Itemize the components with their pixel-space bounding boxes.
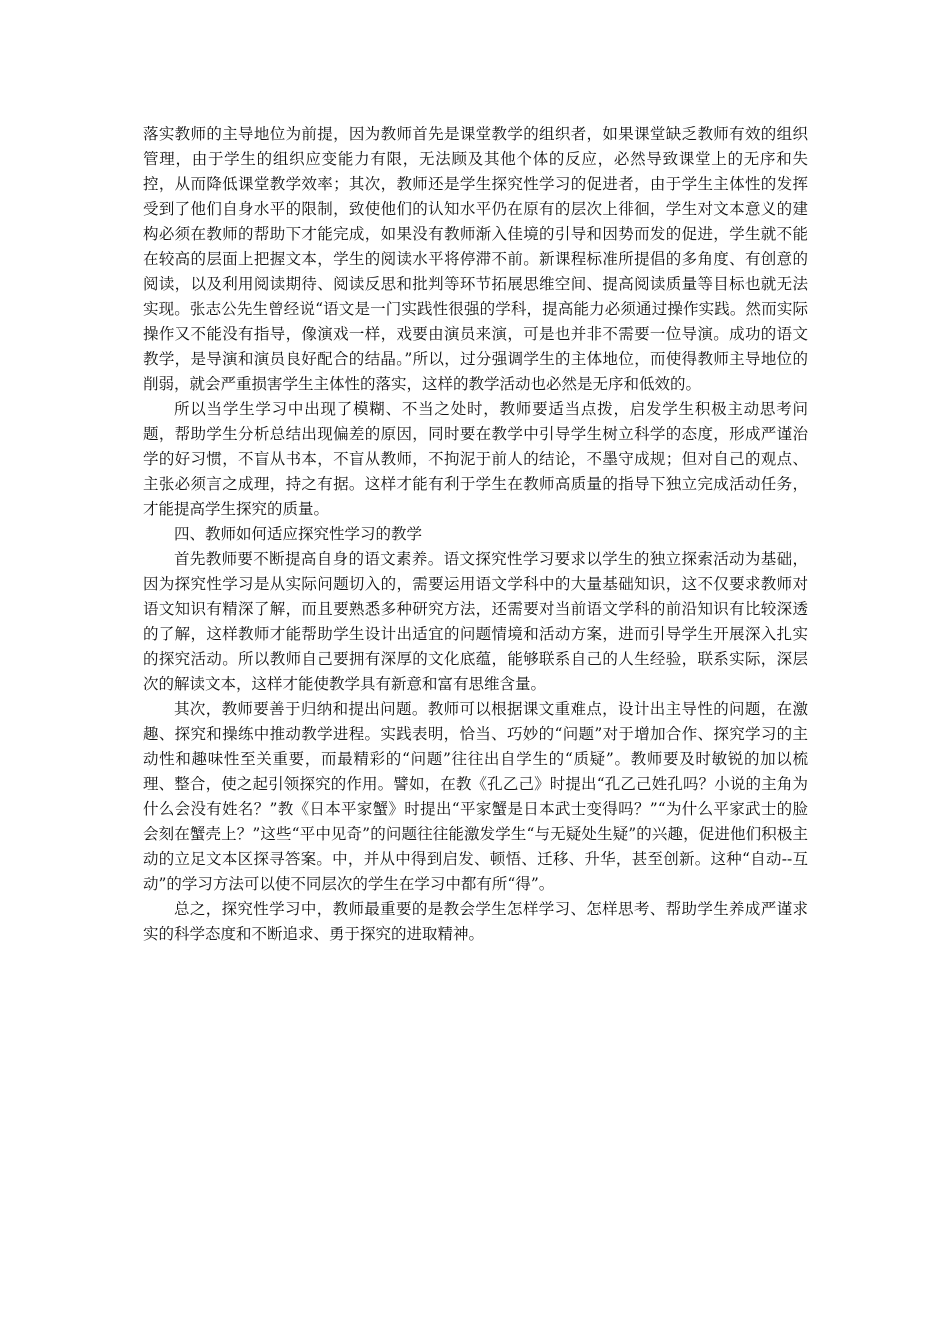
section-heading: 四、教师如何适应探究性学习的教学	[174, 525, 423, 543]
paragraph-conclusion: 总之，探究性学习中，教师最重要的是教会学生怎样学习、怎样思考、帮助学生养成严谨求实的科学态度和不断追求、勇于探究的进取精神。	[143, 900, 808, 943]
document-body	[143, 122, 808, 947]
paragraph-first-point: 首先教师要不断提高自身的语文素养。语文探究性学习要求以学生的独立探索活动为基础，因为探究性学习是从实际问题切入的，需要运用语文学科中的大量基础知识，这不仅要求教师对语文知识有精深了解，而且要熟悉多种研究方法，还需要对当前语文学科的前沿知识有比较深透的了解，这样教师才能帮助学生设计出适宜的问题情境和活动方案，进而引导学生开展深入扎实的探究活动。所以教师自己要拥有深厚的文化底蕴，能够联系自己的人生经验，联系实际，深层次的解读文本，这样才能使教学具有新意和富有思维含量。	[143, 550, 808, 693]
paragraph-second-point: 其次，教师要善于归纳和提出问题。教师可以根据课文重难点，设计出主导性的问题，在激趣、探究和操练中推动教学进程。实践表明，恰当、巧妙的“问题”对于增加合作、探究学习的主动性和趣味性至关重要，而最精彩的“问题”往往出自学生的“质疑”。教师要及时敏锐的加以梳理、整合，使之起引领探究的作用。譬如，在教《孔乙己》时提出“孔乙己姓孔吗？小说的主角为什么会没有姓名？”教《日本平家蟹》时提出“平家蟹是日本武士变得吗？”“为什么平家武士的脸会刻在蟹壳上？”这些“平中见奇”的问题往往能激发学生“与无疑处生疑”的兴趣，促进他们积极主动的立足文本区探寻答案。中，并从中得到启发、顿悟、迁移、升华，甚至创新。这种“自动--互动”的学习方法可以使不同层次的学生在学习中都有所“得”。	[143, 700, 808, 893]
paragraph-continuation: 落实教师的主导地位为前提，因为教师首先是课堂教学的组织者，如果课堂缺乏教师有效的组织管理，由于学生的组织应变能力有限，无法顾及其他个体的反应，必然导致课堂上的无序和失控，从而降低课堂教学效率；其次，教师还是学生探究性学习的促进者，由于学生主体性的发挥受到了他们自身水平的限制，致使他们的认知水平仍在原有的层次上徘徊，学生对文本意义的建构必须在教师的帮助下才能完成，如果没有教师渐入佳境的引导和因势而发的促进，学生就不能在较高的层面上把握文本，学生的阅读水平将停滞不前。新课程标准所提倡的多角度、有创意的阅读，以及利用阅读期待、阅读反思和批判等环节拓展思维空间、提高阅读质量等目标也就无法实现。张志公先生曾经说“语文是一门实践性很强的学科，提高能力必须通过操作实践。然而实际操作又不能没有指导，像演戏一样，戏要由演员来演，可是也并非不需要一位导演。成功的语文教学，是导演和演员良好配合的结晶。”所以，过分强调学生的主体地位，而使得教师主导地位的削弱，就会严重损害学生主体性的落实，这样的教学活动也必然是无序和低效的。	[143, 125, 808, 393]
paragraph-guidance: 所以当学生学习中出现了模糊、不当之处时，教师要适当点拨，启发学生积极主动思考问题，帮助学生分析总结出现偏差的原因，同时要在教学中引导学生树立科学的态度，形成严谨治学的好习惯，不盲从书本，不盲从教师，不拘泥于前人的结论，不墨守成规；但对自己的观点、主张必须言之成理，持之有据。这样才能有利于学生在教师高质量的指导下独立完成活动任务，才能提高学生探究的质量。	[143, 400, 808, 518]
